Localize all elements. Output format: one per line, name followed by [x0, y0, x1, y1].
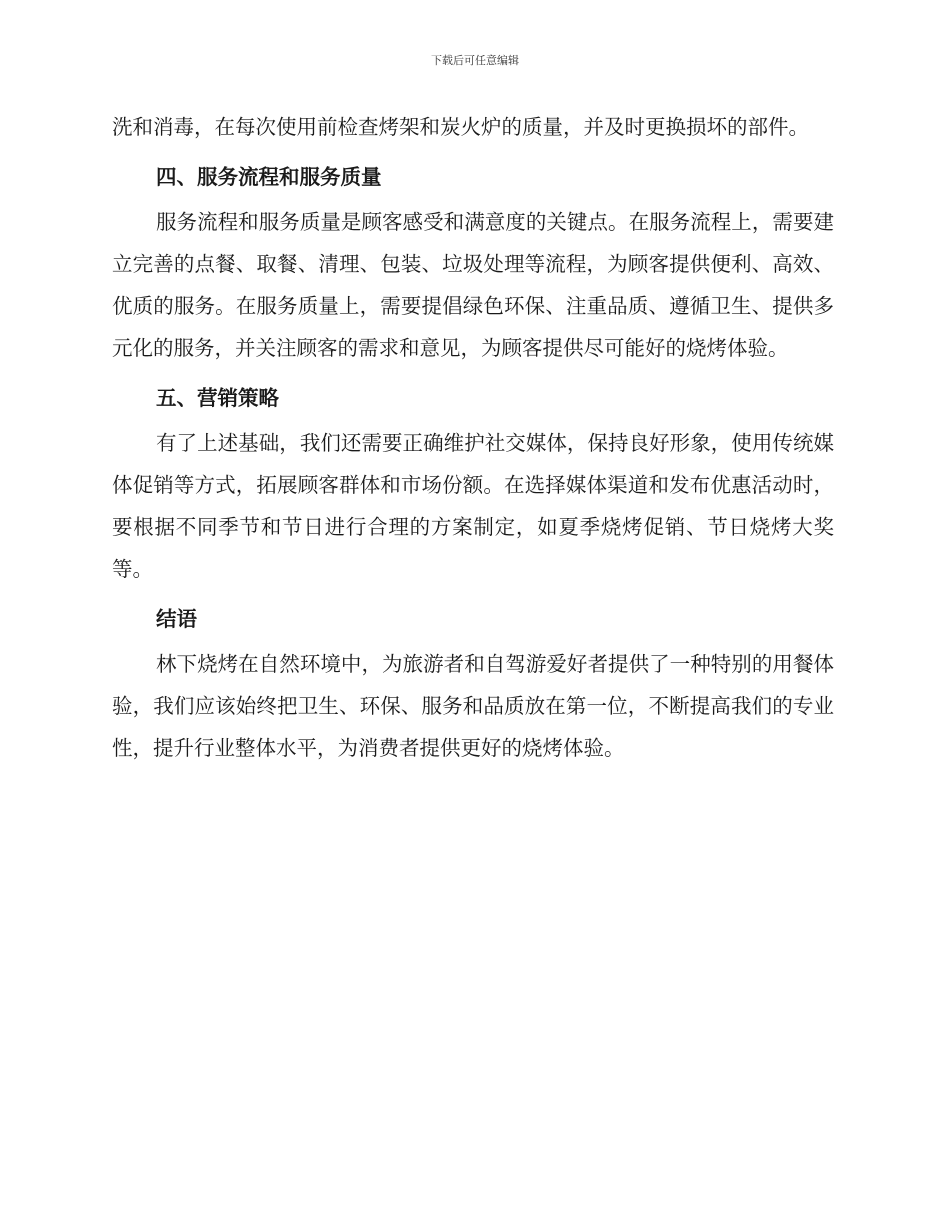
intro-paragraph: 洗和消毒，在每次使用前检查烤架和炭火炉的质量，并及时更换损坏的部件。 — [112, 115, 809, 139]
section-heading-service: 四、服务流程和服务质量 — [156, 165, 382, 189]
section-heading-marketing: 五、营销策略 — [156, 386, 279, 410]
page-header: 下载后可任意编辑 — [431, 54, 519, 67]
document-body — [112, 106, 834, 769]
conclusion-paragraph: 林下烧烤在自然环境中，为旅游者和自驾游爱好者提供了一种特别的用餐体验，我们应该始终把卫生、环保、服务和品质放在第一位，不断提高我们的专业性，提升行业整体水平，为消费者提供更好的烧烤体验。 — [112, 652, 834, 760]
section-heading-conclusion: 结语 — [156, 607, 197, 631]
marketing-paragraph: 有了上述基础，我们还需要正确维护社交媒体，保持良好形象，使用传统媒体促销等方式，拓展顾客群体和市场份额。在选择媒体渠道和发布优惠活动时，要根据不同季节和节日进行合理的方案制定，如夏季烧烤促销、节日烧烤大奖等。 — [112, 431, 834, 581]
service-paragraph: 服务流程和服务质量是顾客感受和满意度的关键点。在服务流程上，需要建立完善的点餐、取餐、清理、包装、垃圾处理等流程，为顾客提供便利、高效、优质的服务。在服务质量上，需要提倡绿色环保、注重品质、遵循卫生、提供多元化的服务，并关注顾客的需求和意见，为顾客提供尽可能好的烧烤体验。 — [112, 210, 834, 360]
